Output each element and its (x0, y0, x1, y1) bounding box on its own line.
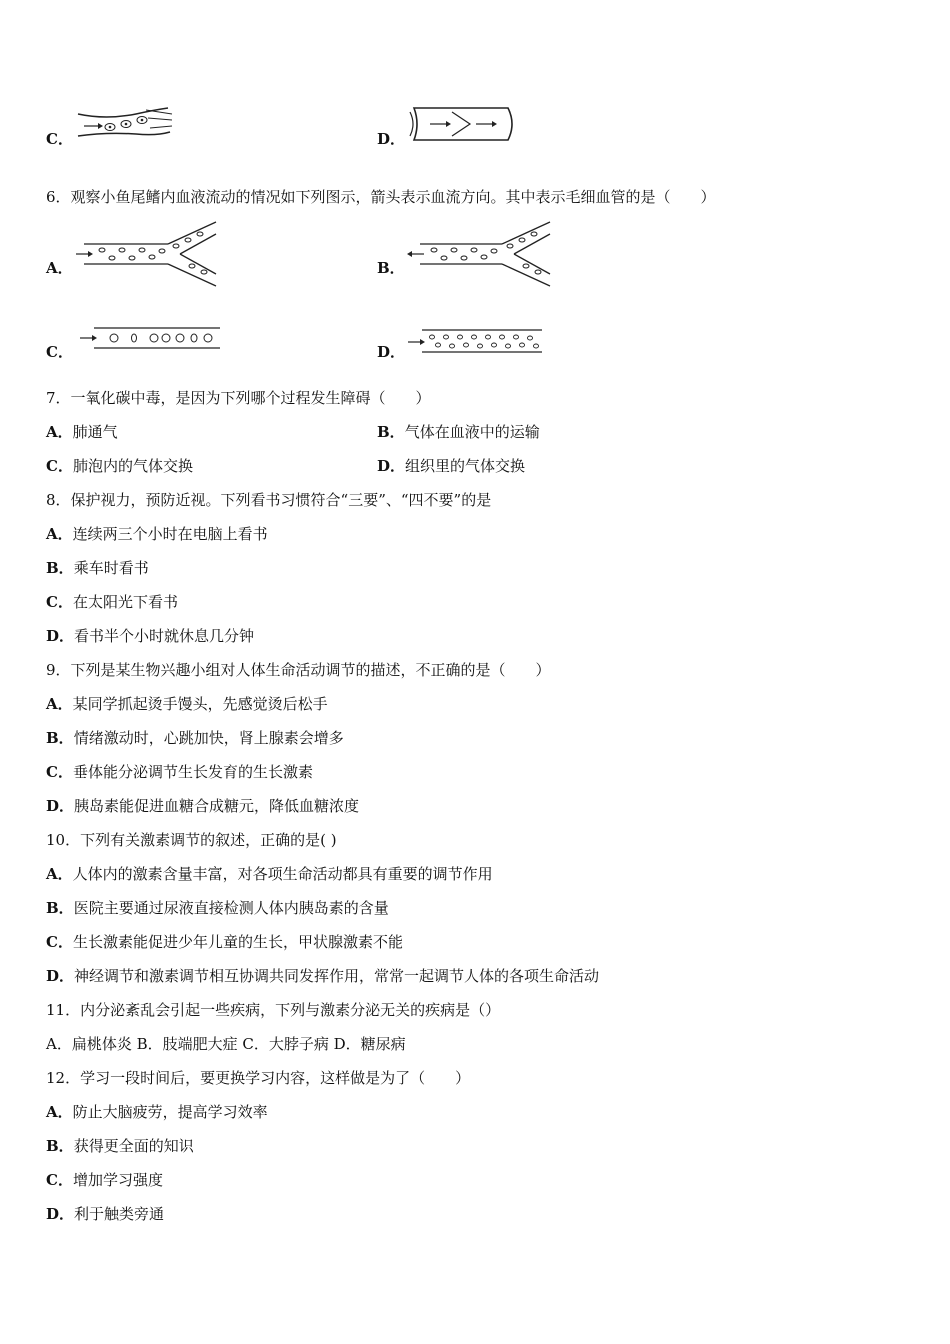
q7-option-b-text: 气体在血液中的运输 (404, 423, 540, 441)
q8-option-b[interactable] (46, 557, 149, 578)
q10-option-b[interactable] (46, 897, 389, 918)
q10-option-a-text: 人体内的激素含量丰富，对各项生命活动都具有重要的调节作用 (72, 865, 493, 883)
q7-option-c[interactable] (46, 455, 193, 476)
q8-option-c-label: C． (46, 593, 73, 611)
q8-option-c-text: 在太阳光下看书 (72, 593, 178, 611)
q7-option-d-label: D． (377, 457, 406, 475)
q8-option-d-text: 看书半个小时就休息几分钟 (74, 627, 255, 645)
q11-options[interactable]: A．扁桃体炎 B．肢端肥大症 C．大脖子病 D．糖尿病 (46, 1035, 406, 1053)
q12-option-a-text: 防止大脑疲劳，提高学习效率 (72, 1103, 268, 1121)
q5-option-c-figure (76, 106, 176, 146)
q6-option-d-label[interactable]: D． (377, 343, 406, 361)
q7-option-d-text: 组织里的气体交换 (405, 457, 526, 475)
q11-stem: 11．内分泌紊乱会引起一些疾病，下列与激素分泌无关的疾病是（） (46, 1001, 501, 1019)
q9-option-c-label: C． (46, 763, 73, 781)
q6-option-a-figure (76, 220, 221, 292)
q8-option-d[interactable] (46, 625, 254, 646)
q6-option-b-label[interactable]: B． (377, 259, 405, 277)
q9-option-b-label: B． (46, 729, 74, 747)
q12-option-d[interactable] (46, 1203, 164, 1224)
q8-option-a[interactable] (46, 523, 268, 544)
q9-stem: 9．下列是某生物兴趣小组对人体生命活动调节的描述，不正确的是（ ） (46, 661, 551, 679)
q12-option-c-text: 增加学习强度 (72, 1171, 163, 1189)
q10-option-a-label: A． (46, 865, 73, 883)
q7-option-a-label: A． (46, 423, 73, 441)
q9-option-d-label: D． (46, 797, 75, 815)
q12-option-b-label: B． (46, 1137, 74, 1155)
q12-option-a[interactable] (46, 1101, 268, 1122)
q9-option-d-text: 胰岛素能促进血糖合成糖元，降低血糖浓度 (74, 797, 360, 815)
q9-option-a-text: 某同学抓起烫手馒头，先感觉烫后松手 (72, 695, 328, 713)
q10-option-c-label: C． (46, 933, 73, 951)
q8-option-a-label: A． (46, 525, 73, 543)
q7-option-b-label: B． (377, 423, 405, 441)
q8-stem: 8．保护视力，预防近视。下列看书习惯符合“三要”、“四不要”的是 (46, 491, 492, 509)
q5-option-c-label[interactable]: C． (46, 130, 73, 148)
q5-option-d-figure (408, 104, 516, 144)
q9-option-a[interactable] (46, 693, 328, 714)
q7-option-a-text: 肺通气 (72, 423, 118, 441)
q6-option-a-label[interactable]: A． (46, 259, 73, 277)
q6-option-d-figure (408, 328, 546, 356)
q7-option-c-text: 肺泡内的气体交换 (72, 457, 193, 475)
q8-option-b-text: 乘车时看书 (73, 559, 149, 577)
q10-option-a[interactable] (46, 863, 493, 884)
q6-option-b-figure (404, 220, 554, 292)
q10-option-b-label: B． (46, 899, 74, 917)
q6-option-c-figure (80, 326, 225, 352)
q5-option-d-label[interactable]: D． (377, 130, 406, 148)
q6-option-c-label[interactable]: C． (46, 343, 73, 361)
q7-option-b[interactable] (377, 421, 540, 442)
q12-option-c-label: C． (46, 1171, 73, 1189)
q10-option-d[interactable] (46, 965, 599, 986)
q12-stem: 12．学习一段时间后，要更换学习内容，这样做是为了（ ） (46, 1069, 471, 1087)
q10-option-b-text: 医院主要通过尿液直接检测人体内胰岛素的含量 (73, 899, 389, 917)
q9-option-b[interactable] (46, 727, 344, 748)
q6-stem: 6．观察小鱼尾鳍内血液流动的情况如下列图示，箭头表示血流方向。其中表示毛细血管的是（ ） (46, 188, 716, 206)
q8-option-a-text: 连续两三个小时在电脑上看书 (72, 525, 268, 543)
q10-option-d-text: 神经调节和激素调节相互协调共同发挥作用，常常一起调节人体的各项生命活动 (74, 967, 600, 985)
q10-option-c-text: 生长激素能促进少年儿童的生长，甲状腺激素不能 (72, 933, 403, 951)
q12-option-a-label: A． (46, 1103, 73, 1121)
q7-option-d[interactable] (377, 455, 525, 476)
q10-stem: 10．下列有关激素调节的叙述，正确的是( ) (46, 831, 337, 849)
q9-option-a-label: A． (46, 695, 73, 713)
q9-option-b-text: 情绪激动时，心跳加快，肾上腺素会增多 (73, 729, 344, 747)
q7-option-c-label: C． (46, 457, 73, 475)
q10-option-c[interactable] (46, 931, 403, 952)
q12-option-d-label: D． (46, 1205, 75, 1223)
q8-option-d-label: D． (46, 627, 75, 645)
q12-option-d-text: 利于触类旁通 (74, 1205, 165, 1223)
q10-option-d-label: D． (46, 967, 75, 985)
q9-option-c-text: 垂体能分泌调节生长发育的生长激素 (72, 763, 313, 781)
q12-option-b[interactable] (46, 1135, 194, 1156)
q8-option-b-label: B． (46, 559, 74, 577)
q8-option-c[interactable] (46, 591, 178, 612)
q7-option-a[interactable] (46, 421, 118, 442)
q9-option-d[interactable] (46, 795, 359, 816)
q9-option-c[interactable] (46, 761, 313, 782)
q12-option-b-text: 获得更全面的知识 (73, 1137, 194, 1155)
q7-stem: 7．一氧化碳中毒，是因为下列哪个过程发生障碍（ ） (46, 389, 431, 407)
q12-option-c[interactable] (46, 1169, 163, 1190)
